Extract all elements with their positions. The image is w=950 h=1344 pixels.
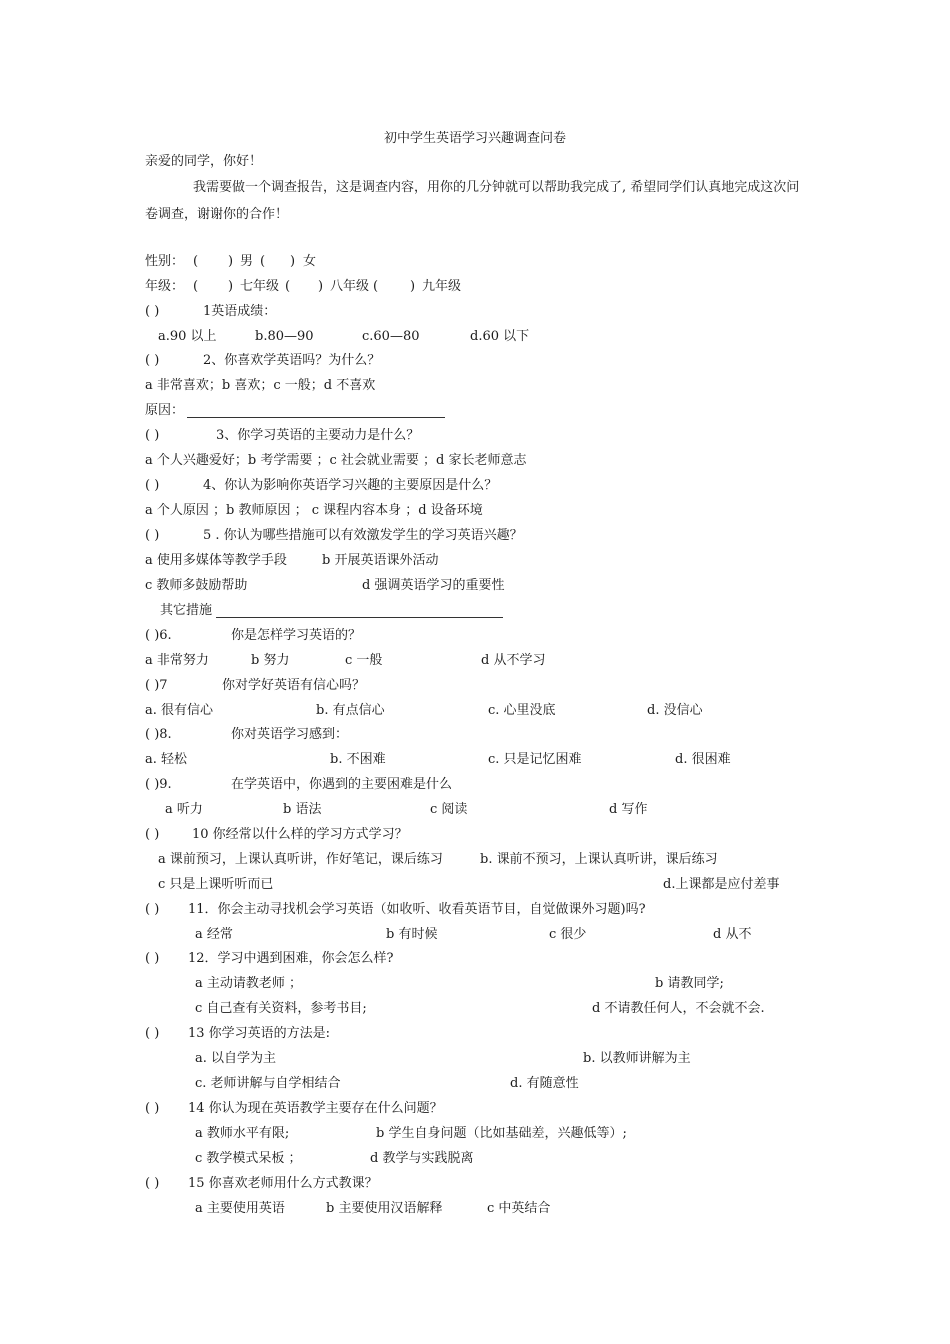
q5-option-a: a 使用多媒体等教学手段	[145, 553, 287, 568]
q9-option-b: b 语法	[283, 802, 322, 817]
q7-answer-paren: ( )7	[145, 678, 168, 693]
q4-answer-paren: ( )	[145, 478, 160, 493]
q5-other-blank[interactable]	[216, 603, 503, 618]
q15-option-c: c 中英结合	[487, 1201, 551, 1216]
q8-option-b: b. 不困难	[330, 752, 386, 767]
q11-option-b: b 有时候	[386, 927, 438, 942]
q12-option-a: a 主动请教老师 ；	[195, 976, 303, 991]
q9-option-c: c 阅读	[430, 802, 468, 817]
q14-option-a: a 教师水平有限;	[195, 1126, 290, 1141]
q11-option-c: c 很少	[549, 927, 587, 942]
gender-paren-open: (	[193, 254, 199, 269]
q3-options: a 个人兴趣爱好；b 考学需要 ；c 社会就业需要 ；d 家长老师意志	[145, 453, 527, 468]
grade-eight: 八年级	[330, 279, 370, 294]
q13-answer-paren: ( )	[145, 1026, 160, 1041]
q4-options: a 个人原因 ；b 教师原因 ； c 课程内容本身 ；d 设备环境	[145, 503, 483, 518]
grade-paren-open-2: (	[285, 279, 291, 294]
q10-option-d: d.上课都是应付差事	[663, 877, 780, 892]
q11-option-d: d 从不	[713, 927, 752, 942]
q12-option-c: c 自己查有关资料，参考书目;	[195, 1001, 367, 1016]
q6-option-a: a 非常努力	[145, 653, 209, 668]
q12-option-b: b 请教同学;	[655, 976, 724, 991]
q12-question: 12．学习中遇到困难，你会怎么样?	[188, 951, 394, 966]
q12-option-d: d 不请教任何人，不会就不会.	[592, 1001, 765, 1016]
q5-option-c: c 教师多鼓励帮助	[145, 578, 248, 593]
q10-answer-paren: ( )	[145, 827, 160, 842]
grade-paren-open-3: (	[373, 279, 379, 294]
q2-reason-label: 原因：	[145, 403, 185, 418]
q6-option-b: b 努力	[251, 653, 290, 668]
gender-male: 男	[240, 254, 254, 269]
q10-question: 10 你经常以什么样的学习方式学习？	[192, 827, 408, 842]
q14-question: 14 你认为现在英语教学主要存在什么问题？	[188, 1101, 443, 1116]
grade-paren-close-3: )	[410, 279, 416, 294]
gender-paren-close: )	[228, 254, 234, 269]
gender-paren-open-2: (	[260, 254, 266, 269]
grade-seven: 七年级	[240, 279, 280, 294]
q1-option-a: a.90 以上	[158, 329, 217, 344]
q3-question: 3、你学习英语的主要动力是什么？	[216, 428, 420, 443]
q9-option-d: d 写作	[609, 802, 648, 817]
q1-option-b: b.80—90	[255, 329, 314, 344]
grade-paren-close-2: )	[318, 279, 324, 294]
q5-question: 5 . 你认为哪些措施可以有效激发学生的学习英语兴趣？	[203, 528, 523, 543]
q7-option-b: b. 有点信心	[316, 703, 385, 718]
q5-option-d: d 强调英语学习的重要性	[362, 578, 505, 593]
q8-option-a: a. 轻松	[145, 752, 188, 767]
q6-question: 你是怎样学习英语的？	[231, 628, 362, 643]
q5-other-label: 其它措施	[160, 603, 213, 618]
q8-option-c: c. 只是记忆困难	[488, 752, 582, 767]
q14-option-b: b 学生自身问题（比如基础差，兴趣低等）;	[376, 1126, 627, 1141]
gender-label: 性别：	[145, 254, 185, 269]
gender-paren-close-2: )	[290, 254, 296, 269]
q2-options: a 非常喜欢；b 喜欢；c 一般；d 不喜欢	[145, 378, 376, 393]
greeting: 亲爱的同学，你好！	[145, 154, 263, 169]
q14-option-d: d 教学与实践脱离	[370, 1151, 474, 1166]
q1-question: 1英语成绩：	[203, 304, 277, 319]
q9-answer-paren: ( )9.	[145, 777, 172, 792]
q7-question: 你对学好英语有信心吗？	[222, 678, 366, 693]
q8-answer-paren: ( )8.	[145, 727, 172, 742]
q6-option-c: c 一般	[345, 653, 383, 668]
q2-question: 2、你喜欢学英语吗？为什么？	[203, 353, 381, 368]
q1-answer-paren: ( )	[145, 304, 160, 319]
q10-option-c: c 只是上课听听而已	[158, 877, 274, 892]
q11-option-a: a 经常	[195, 927, 233, 942]
q10-option-b: b. 课前不预习，上课认真听讲，课后练习	[480, 852, 718, 867]
q12-answer-paren: ( )	[145, 951, 160, 966]
q1-option-d: d.60 以下	[470, 329, 530, 344]
q5-answer-paren: ( )	[145, 528, 160, 543]
q13-option-a: a. 以自学为主	[195, 1051, 277, 1066]
q2-reason-blank[interactable]	[187, 403, 445, 418]
q1-option-c: c.60—80	[362, 329, 420, 344]
q13-question: 13 你学习英语的方法是:	[188, 1026, 331, 1041]
q7-option-c: c. 心里没底	[488, 703, 556, 718]
q15-answer-paren: ( )	[145, 1176, 160, 1191]
grade-nine: 九年级	[422, 279, 462, 294]
q4-question: 4、你认为影响你英语学习兴趣的主要原因是什么？	[203, 478, 498, 493]
q15-question: 15 你喜欢老师用什么方式教课？	[188, 1176, 378, 1191]
q7-option-d: d. 没信心	[647, 703, 703, 718]
q7-option-a: a. 很有信心	[145, 703, 214, 718]
intro-paragraph: 我需要做一个调查报告，这是调查内容，用你的几分钟就可以帮助我完成了, 希望同学们认真地完成这次问卷调查，谢谢你的合作！	[145, 180, 800, 222]
q14-answer-paren: ( )	[145, 1101, 160, 1116]
q2-answer-paren: ( )	[145, 353, 160, 368]
q15-option-b: b 主要使用汉语解释	[326, 1201, 443, 1216]
q10-option-a: a 课前预习，上课认真听讲，作好笔记，课后练习	[158, 852, 443, 867]
q15-option-a: a 主要使用英语	[195, 1201, 285, 1216]
q9-option-a: a 听力	[165, 802, 203, 817]
q8-question: 你对英语学习感到：	[231, 727, 349, 742]
grade-paren-close: )	[228, 279, 234, 294]
q14-option-c: c 教学模式呆板 ；	[195, 1151, 302, 1166]
q11-answer-paren: ( )	[145, 902, 160, 917]
q13-option-d: d. 有随意性	[510, 1076, 579, 1091]
grade-paren-open: (	[193, 279, 199, 294]
q3-answer-paren: ( )	[145, 428, 160, 443]
q6-option-d: d 从不学习	[481, 653, 546, 668]
grade-label: 年级：	[145, 279, 185, 294]
q13-option-b: b. 以教师讲解为主	[583, 1051, 691, 1066]
survey-title: 初中学生英语学习兴趣调查问卷	[383, 131, 566, 146]
gender-female: 女	[303, 254, 317, 269]
q8-option-d: d. 很困难	[675, 752, 731, 767]
q13-option-c: c. 老师讲解与自学相结合	[195, 1076, 341, 1091]
q9-question: 在学英语中，你遇到的主要困难是什么	[231, 777, 453, 792]
q11-question: 11．你会主动寻找机会学习英语（如收听、收看英语节目，自觉做课外习题)吗?	[188, 902, 646, 917]
q5-option-b: b 开展英语课外活动	[322, 553, 439, 568]
q6-answer-paren: ( )6.	[145, 628, 172, 643]
